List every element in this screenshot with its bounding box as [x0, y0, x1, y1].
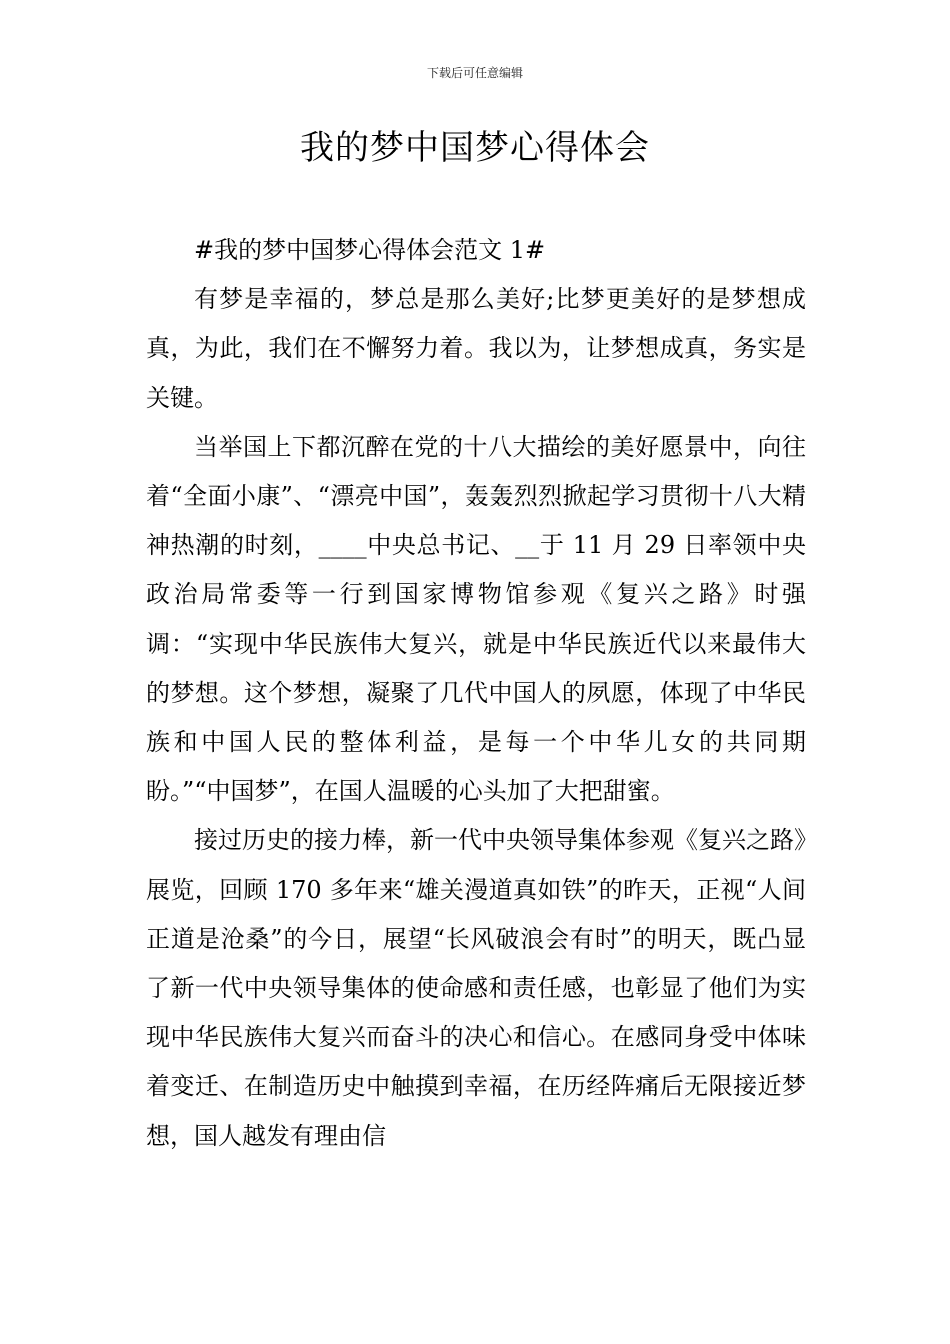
section-heading: #我的梦中国梦心得体会范文 1#	[194, 236, 546, 264]
document-body	[146, 226, 806, 1161]
paragraph: 接过历史的接力棒，新一代中央领导集体参观《复兴之路》展览，回顾 170 多年来“雄关漫道真如铁”的昨天，正视“人间正道是沧桑”的今日，展望“长风破浪会有时”的明天，既凸显了新一代中央领导集体的使命感和责任感，也彰显了他们为实现中华民族伟大复兴而奋斗的决心和信心。在感同身受中体味着变迁、在制造历史中触摸到幸福，在历经阵痛后无限接近梦想，国人越发有理由信	[146, 826, 806, 1150]
document-title: 我的梦中国梦心得体会	[300, 128, 650, 168]
paragraph: 当举国上下都沉醉在党的十八大描绘的美好愿景中，向往着“全面小康”、“漂亮中国”，轰轰烈烈掀起学习贯彻十八大精神热潮的时刻，____中央总书记、__于 11 月 29 日率领中央政治局常委等一行到国家博物馆参观《复兴之路》时强调：“实现中华民族伟大复兴，就是中华民族近代以来最伟大的梦想。这个梦想，凝聚了几代中国人的夙愿，体现了中华民族和中国人民的整体利益，是每一个中华儿女的共同期盼。”“中国梦”，在国人温暖的心头加了大把甜蜜。	[146, 432, 806, 806]
header-note: 下载后可任意编辑	[426, 66, 523, 80]
paragraph: 有梦是幸福的，梦总是那么美好;比梦更美好的是梦想成真，为此，我们在不懈努力着。我以为，让梦想成真，务实是关键。	[146, 285, 806, 412]
